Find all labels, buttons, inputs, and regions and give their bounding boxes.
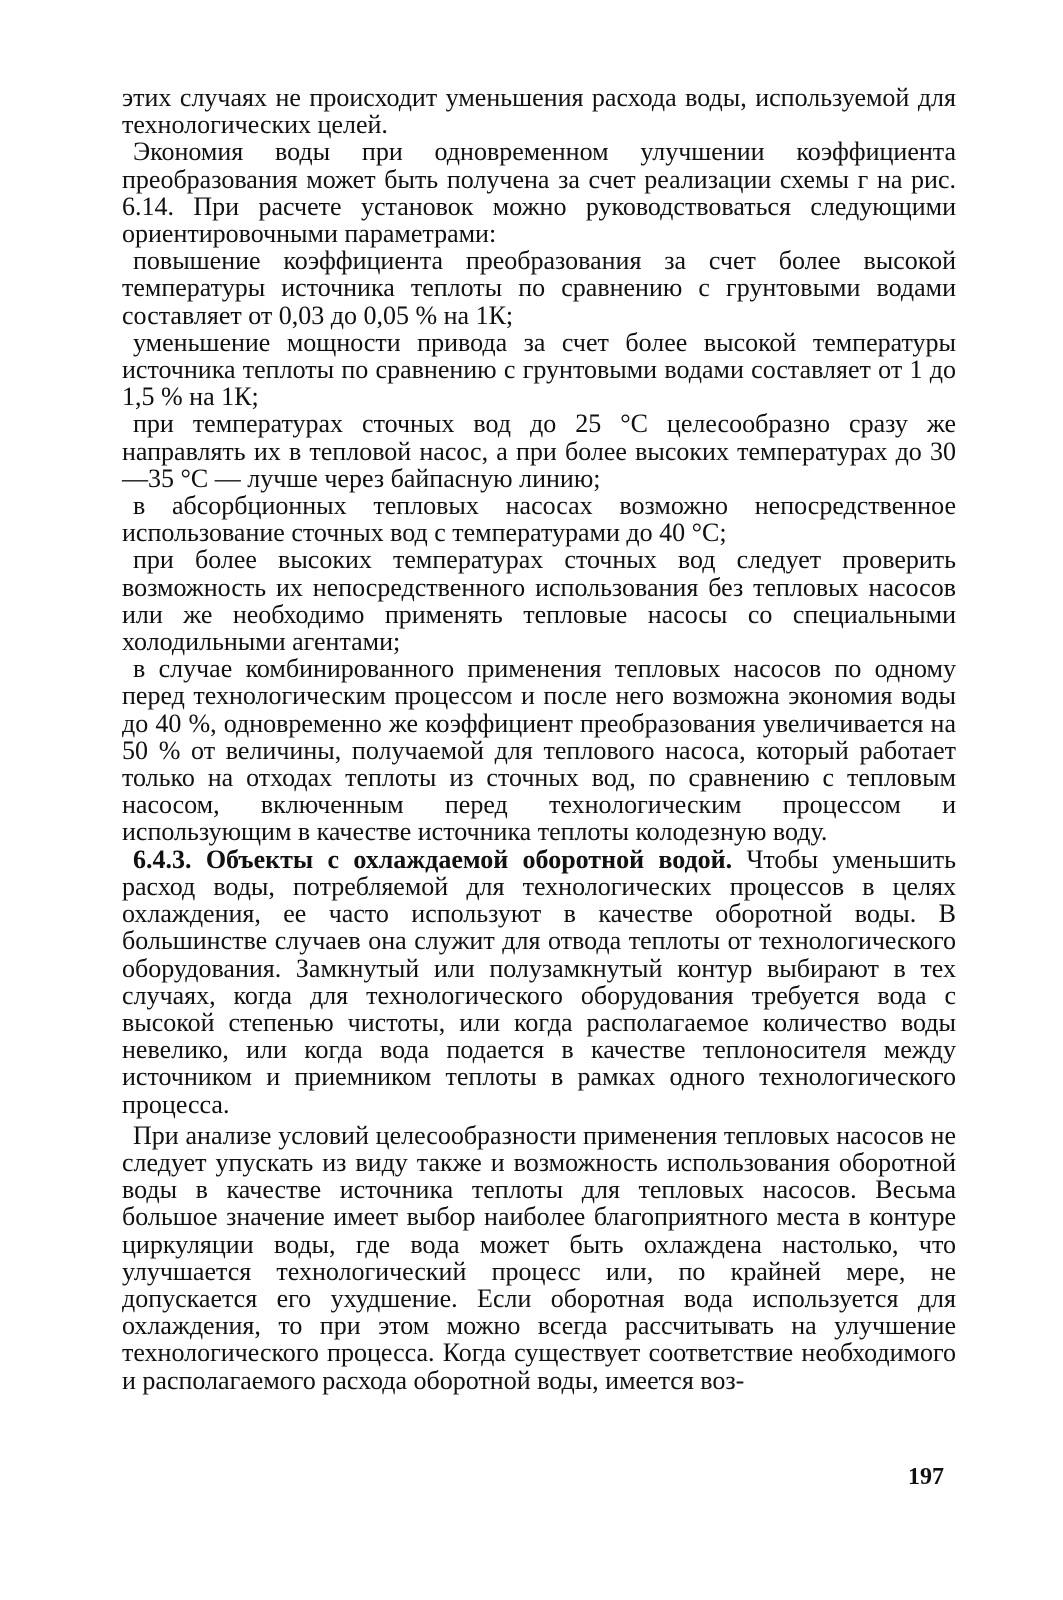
list-item-3: при температурах сточных вод до 25 °С целесообразно сразу же направлять их в тепловой насос, а при более высоких температурах до 30—35 °С — лучше через байпасную линию; — [122, 409, 956, 493]
paragraph-1: этих случаях не происходит уменьшения расхода воды, используемой для технологических целей. — [122, 83, 956, 140]
body-text — [122, 84, 956, 1394]
paragraph-last: При анализе условий целесообразности применения тепловых насосов не следует упускать из виду также и возможность использования оборотной воды в качестве источника теплоты для тепловых насосов. Весьма большое значение имеет выбор наиболее благоприятного места в контуре циркуляции воды, где вода может быть охлаждена настолько, что улучшается технологический процесс или, по крайней мере, не допускается его ухудшение. Если оборотная вода используется для охлаждения, то при этом можно всегда рассчитывать на улучшение технологического процесса. Когда существует соответствие необходимого и располагаемого расхода оборотной воды, имеется воз- — [122, 1120, 956, 1395]
section-paragraph-text: Чтобы уменьшить расход воды, потребляемой для технологических процессов в целях охлаждения, ее часто используют в качестве оборотной воды. В большинстве случаев она служит для отвода теплоты от технологического оборудования. Замкнутый или полузамкнутый контур выбирают в тех случаях, когда для технологического оборудования требуется вода с высокой степенью чистоты, или когда располагаемое количество воды невелико, или когда вода подается в качестве теплоносителя между источником и приемником теплоты в рамках одного технологического процесса. — [122, 844, 957, 1119]
section-paragraph — [122, 846, 956, 1118]
section-heading: 6.4.3. Объекты с охлаждаемой оборотной водой. — [133, 844, 733, 874]
list-item-4: в абсорбционных тепловых насосах возможно непосредственное использование сточных вод с температурами до 40 °С; — [122, 491, 956, 548]
list-item-6: в случае комбинированного применения тепловых насосов по одному перед технологическим процессом и после него возможна экономия воды до 40 %, одновременно же коэффициент преобразования увеличивается на 50 % от величины, получаемой для теплового насоса, который работает только на отходах теплоты из сточных вод, по сравнению с тепловым насосом, включенным перед технологическим процессом и использующим в качестве источника теплоты колодезную воду. — [122, 654, 956, 847]
paragraph-2: Экономия воды при одновременном улучшении коэффициента преобразования может быть получена за счет реализации схемы г на рис. 6.14. При расчете установок можно руководствоваться следующими ориентировочными параметрами: — [122, 137, 956, 249]
list-item-5: при более высоких температурах сточных вод следует проверить возможность их непосредственного использования без тепловых насосов или же необходимо применять тепловые насосы со специальными холодильными агентами; — [122, 545, 956, 657]
list-item-2: уменьшение мощности привода за счет более высокой температуры источника теплоты по сравнению с грунтовыми водами составляет от 1 до 1,5 % на 1К; — [122, 327, 956, 412]
page-number: 197 — [908, 1464, 944, 1490]
list-item-1: повышение коэффициента преобразования за счет более высокой температуры источника теплоты по сравнению с грунтовыми водами составляет от 0,03 до 0,05 % на 1К; — [122, 246, 956, 330]
